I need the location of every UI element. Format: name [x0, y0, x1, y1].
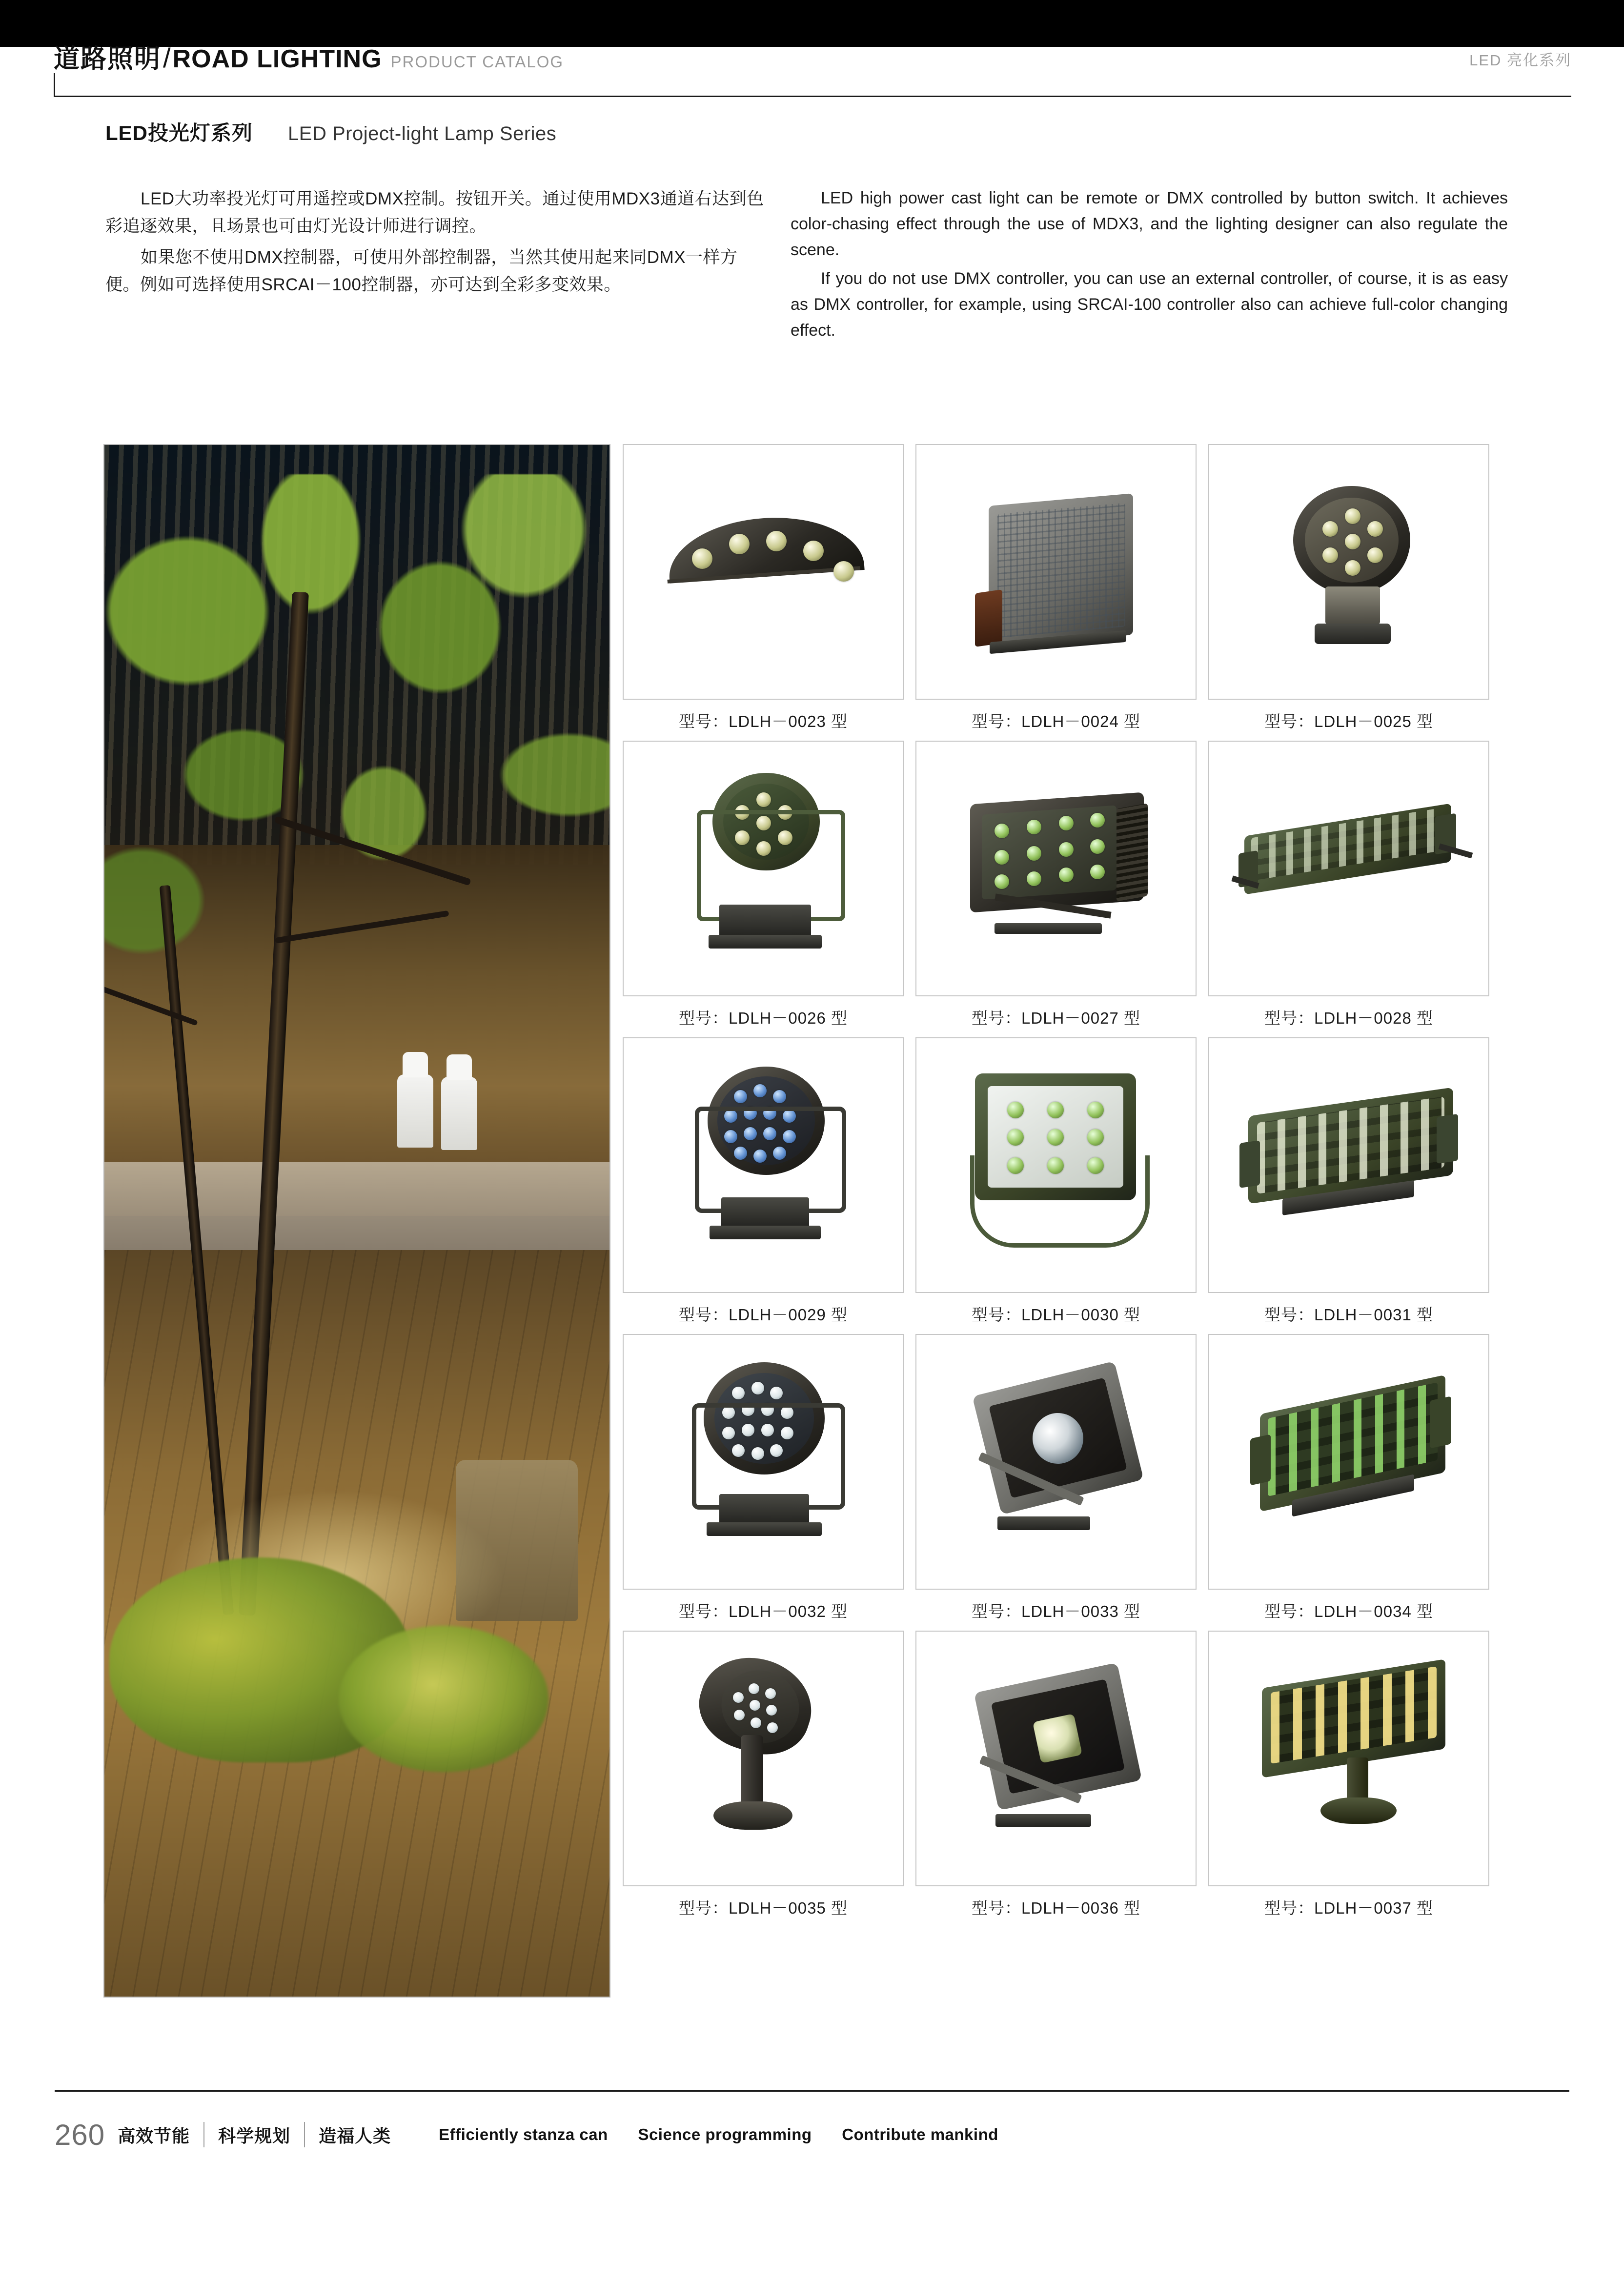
body-cn-paragraph-2: 如果您不使用DMX控制器，可使用外部控制器，当然其使用起来同DMX一样方便。例如可选择使用SRCAI－100控制器，亦可达到全彩多变效果。 — [105, 248, 738, 294]
led-emitter — [729, 534, 750, 554]
header-divider-tick — [54, 73, 55, 97]
hero-tree-canopy — [103, 474, 610, 1021]
product-image-LDLH-0028 — [1208, 741, 1489, 996]
product-caption: 型号：LDLH－0024 型 — [972, 712, 1140, 730]
hero-chef-hat — [403, 1052, 428, 1077]
led-emitter — [733, 1692, 744, 1703]
led-emitter — [1345, 560, 1360, 576]
footer-slogan-en — [439, 2125, 1024, 2144]
led-emitter — [1047, 1102, 1064, 1118]
header-title-cn: 道路照明 — [54, 44, 161, 73]
lamp-end-bracket — [1250, 1434, 1271, 1486]
product-caption: 型号：LDLH－0034 型 — [1264, 1602, 1433, 1620]
product-image-LDLH-0029 — [623, 1037, 904, 1293]
section-title — [105, 117, 556, 146]
hero-chef-figure — [397, 1074, 433, 1148]
led-emitter — [1367, 521, 1383, 537]
lamp-base-plate — [710, 1226, 821, 1239]
product-cell[interactable] — [915, 1631, 1197, 1918]
led-emitter — [766, 531, 787, 551]
header-separator: / — [163, 42, 171, 73]
product-caption: 型号：LDLH－0032 型 — [679, 1602, 848, 1620]
lamp-base — [719, 1494, 809, 1524]
product-caption: 型号：LDLH－0025 型 — [1264, 712, 1433, 730]
product-row — [623, 1631, 1521, 1918]
product-image-LDLH-0035 — [623, 1631, 904, 1886]
body-cn-paragraph-1: LED大功率投光灯可用遥控或DMX控制。按钮开关。通过使用MDX3通道右达到色彩追逐效果，且场景也可由灯光设计师进行调控。 — [105, 189, 764, 236]
product-cell[interactable] — [1208, 1631, 1489, 1918]
product-cell[interactable] — [915, 1037, 1197, 1325]
product-caption: 型号：LDLH－0037 型 — [1264, 1899, 1433, 1917]
product-caption: 型号：LDLH－0030 型 — [972, 1306, 1140, 1324]
led-emitter — [734, 1090, 747, 1103]
product-caption: 型号：LDLH－0035 型 — [679, 1899, 848, 1917]
footer-divider — [55, 2090, 1569, 2092]
product-caption: 型号：LDLH－0027 型 — [972, 1009, 1140, 1027]
hero-photo — [103, 444, 610, 1998]
page-header — [0, 0, 1624, 113]
led-emitter — [1027, 871, 1041, 886]
lamp-u-bracket — [970, 1155, 1150, 1248]
product-image-LDLH-0037 — [1208, 1631, 1489, 1886]
footer-slogan-en-1: Efficiently stanza can — [439, 2125, 608, 2143]
body-text-cn — [105, 185, 769, 303]
lamp-ground-base — [713, 1801, 792, 1830]
led-emitter — [803, 541, 824, 561]
led-emitter — [1090, 813, 1105, 828]
led-emitter — [750, 1700, 760, 1711]
product-cell[interactable] — [623, 1037, 904, 1325]
led-emitter — [1367, 547, 1383, 563]
product-image-LDLH-0033 — [915, 1334, 1197, 1590]
led-emitter — [734, 1710, 745, 1720]
lamp-end-bracket — [1239, 1140, 1260, 1188]
led-emitter — [773, 1090, 786, 1103]
led-emitter — [995, 850, 1009, 865]
lamp-base — [997, 1516, 1090, 1530]
product-grid — [623, 444, 1521, 1927]
header-subtitle: PRODUCT CATALOG — [390, 53, 564, 71]
product-image-LDLH-0036 — [915, 1631, 1197, 1886]
lamp-stem — [741, 1735, 763, 1808]
lamp-base — [1315, 624, 1391, 644]
hero-chef-figure — [441, 1077, 477, 1150]
footer-slogan-cn-1: 高效节能 — [118, 2125, 190, 2146]
led-emitter — [766, 1705, 777, 1716]
lamp-base — [719, 905, 811, 937]
led-emitter — [749, 1683, 759, 1694]
product-caption: 型号：LDLH－0026 型 — [679, 1009, 848, 1027]
page-number: 260 — [55, 2118, 105, 2151]
product-image-LDLH-0024 — [915, 444, 1197, 700]
product-image-LDLH-0030 — [915, 1037, 1197, 1293]
header-divider — [54, 96, 1571, 97]
product-caption: 型号：LDLH－0028 型 — [1264, 1009, 1433, 1027]
led-emitter — [1087, 1129, 1104, 1146]
led-emitter — [1047, 1129, 1064, 1146]
led-emitter — [1059, 842, 1074, 857]
led-emitter — [1345, 508, 1360, 524]
product-cell[interactable] — [623, 1334, 904, 1622]
lamp-base — [721, 1197, 809, 1228]
led-emitter — [833, 561, 854, 582]
product-image-LDLH-0027 — [915, 741, 1197, 996]
lamp-end-bracket — [1430, 1396, 1451, 1448]
lamp-ground-base — [1320, 1797, 1397, 1824]
led-emitter — [1090, 839, 1105, 854]
product-caption: 型号：LDLH－0029 型 — [679, 1306, 848, 1324]
footer-slogan-cn-2: 科学规划 — [218, 2125, 291, 2146]
led-emitter — [753, 1084, 767, 1097]
product-image-LDLH-0034 — [1208, 1334, 1489, 1590]
led-emitter — [1090, 865, 1105, 879]
led-emitter — [732, 1387, 745, 1399]
page-footer — [55, 2113, 1024, 2157]
led-emitter — [1007, 1129, 1024, 1146]
led-emitter — [995, 874, 1009, 889]
product-caption: 型号：LDLH－0023 型 — [679, 712, 848, 730]
led-emitter — [751, 1717, 761, 1728]
product-cell[interactable] — [1208, 1334, 1489, 1622]
product-cell[interactable] — [915, 444, 1197, 732]
lamp-led-panel — [997, 503, 1125, 638]
product-image-LDLH-0031 — [1208, 1037, 1489, 1293]
led-emitter — [1027, 846, 1041, 861]
led-emitter — [765, 1688, 776, 1699]
lamp-heatsink-fins — [1116, 803, 1148, 901]
lamp-side-bracket — [975, 589, 1002, 647]
product-caption: 型号：LDLH－0033 型 — [972, 1602, 1140, 1620]
led-emitter — [995, 824, 1009, 838]
led-emitter — [1087, 1102, 1104, 1118]
section-title-en: LED Project-light Lamp Series — [288, 123, 557, 144]
lamp-base-plate — [709, 935, 822, 949]
led-emitter — [756, 792, 771, 807]
hero-chef-hat — [447, 1054, 472, 1080]
product-cell[interactable] — [1208, 1037, 1489, 1325]
product-cell[interactable] — [623, 444, 904, 732]
product-row — [623, 1037, 1521, 1325]
led-emitter — [1322, 521, 1338, 537]
product-row — [623, 741, 1521, 1029]
product-image-LDLH-0023 — [623, 444, 904, 700]
product-cell[interactable] — [915, 1334, 1197, 1622]
led-emitter — [692, 548, 712, 569]
product-row — [623, 1334, 1521, 1622]
led-emitter — [767, 1722, 778, 1733]
product-row — [623, 444, 1521, 732]
header-title-group — [54, 38, 564, 75]
led-emitter — [1059, 816, 1074, 830]
led-emitter — [770, 1387, 783, 1399]
lamp-base — [995, 923, 1102, 934]
footer-slogan-en-3: Contribute mankind — [842, 2125, 998, 2143]
lamp-base — [995, 1814, 1091, 1827]
footer-slogan-cn-3: 造福人类 — [319, 2125, 391, 2146]
body-en-paragraph-1: LED high power cast light can be remote or DMX controlled by button switch. It achieves color-chasing effect through the use of MDX3, and the lighting designer can also regulate the scene. — [791, 189, 1508, 259]
led-emitter — [1007, 1102, 1024, 1118]
footer-slogan-en-2: Science programming — [638, 2125, 812, 2143]
product-image-LDLH-0026 — [623, 741, 904, 996]
lamp-end-bracket — [1437, 1114, 1458, 1164]
led-emitter — [751, 1382, 764, 1394]
hero-shrub — [339, 1626, 548, 1772]
product-image-LDLH-0032 — [623, 1334, 904, 1590]
led-emitter — [1027, 820, 1041, 834]
product-cell[interactable] — [915, 741, 1197, 1029]
product-cell[interactable] — [623, 1631, 904, 1918]
lamp-base-plate — [707, 1522, 822, 1536]
product-cell[interactable] — [1208, 741, 1489, 1029]
header-title-en: ROAD LIGHTING — [172, 45, 382, 73]
product-cell[interactable] — [1208, 444, 1489, 732]
product-caption: 型号：LDLH－0036 型 — [972, 1899, 1140, 1917]
led-emitter — [1059, 868, 1074, 882]
led-emitter — [1322, 547, 1338, 563]
body-en-paragraph-2: If you do not use DMX controller, you can use an external controller, of course, it is as easy as DMX controller, for example, using SRCAI-100 controller also can achieve full-color changing effect. — [791, 269, 1508, 340]
product-cell[interactable] — [623, 741, 904, 1029]
led-emitter — [1345, 534, 1360, 549]
hero-buffet-counter — [104, 1162, 609, 1260]
lamp-heatsink — [1325, 586, 1380, 625]
product-caption: 型号：LDLH－0031 型 — [1264, 1306, 1433, 1324]
product-image-LDLH-0025 — [1208, 444, 1489, 700]
header-series-label: LED 亮化系列 — [1469, 52, 1571, 69]
section-title-cn: LED投光灯系列 — [105, 121, 253, 144]
cob-chip — [1033, 1714, 1082, 1763]
body-text-en — [791, 185, 1508, 346]
